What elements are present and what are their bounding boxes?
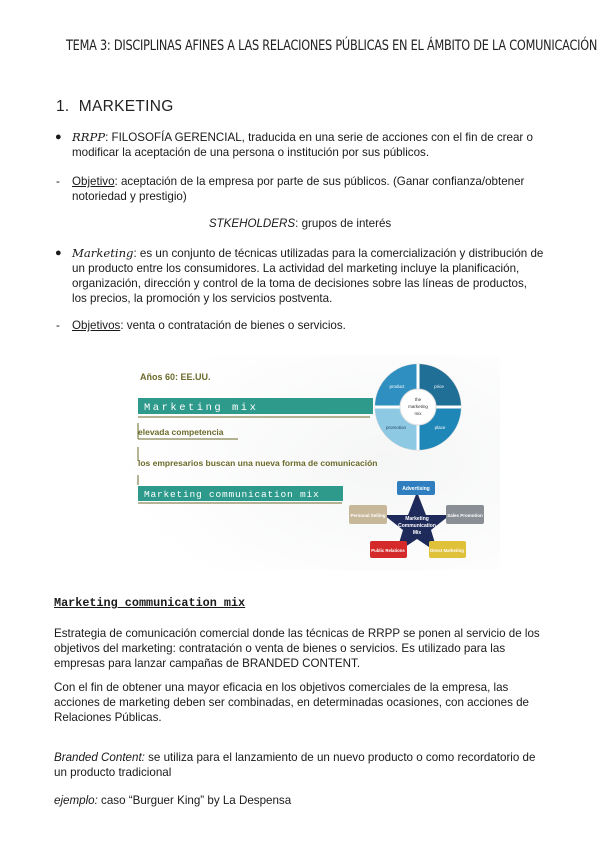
direct-marketing-label: Direct Marketing [430, 548, 464, 553]
marketing-line2: un producto entre los consumidores. La actividad del marketing incluye la planificación, [72, 262, 520, 275]
wheel-center-2: marketing [408, 404, 428, 409]
bullet-icon: ● [55, 247, 62, 259]
rrpp-text: : FILOSOFÍA GERENCIAL, traducida en una serie de acciones con el fin de crear o [105, 131, 533, 144]
objetivos2-text: : venta o contratación de bienes o servicios. [120, 319, 346, 332]
marketing-line4: los precios, la promoción y los servicios postventa. [72, 292, 333, 305]
sales-promotion-label: Sales Promotion [447, 513, 483, 518]
mcm-label: Marketing communication mix [144, 489, 320, 500]
stakeholders-text: : grupos de interés [295, 217, 392, 230]
mcm-heading: Marketing communication mix [54, 596, 246, 610]
marketing-line1 [72, 246, 543, 261]
stakeholders-term: STKEHOLDERS [208, 217, 296, 230]
page-title: TEMA 3: DISCIPLINAS AFINES A LAS RELACIONES PÚBLICAS EN EL ÁMBITO DE LA COMUNICACIÓN [66, 38, 598, 54]
objetivo1-label: Objetivo [72, 175, 115, 188]
public-relations-label: Public Relations [371, 548, 405, 553]
mcm-p1-line1: Estrategia de comunicación comercial donde las técnicas de RRPP se ponen al servicio de los [54, 627, 540, 640]
dash-marker: - [56, 175, 60, 188]
mcm-p2-line1: Con el fin de obtener una mayor eficacia en los objetivos comerciales de la empresa, las [54, 681, 509, 694]
marketing-line3: organización, dirección y control de la toma de decisiones sobre las líneas de productos, [72, 277, 527, 290]
objetivos2-label: Objetivos [72, 319, 121, 332]
star-center-2: Communication [398, 523, 436, 529]
section-title: MARKETING [78, 98, 174, 115]
star-center-1: Marketing [405, 516, 429, 522]
marketing-term: Marketing [72, 246, 134, 260]
branded-line1 [54, 750, 535, 765]
empresarios-label: los empresarios buscan una nueva forma de comunicación [138, 458, 378, 468]
section-number: 1. [56, 98, 70, 115]
rrpp-term: RRPP [72, 130, 106, 144]
ejemplo-text: caso “Burguer King” by La Despensa [97, 794, 292, 807]
wheel-price: price [434, 384, 444, 389]
bullet-icon: ● [55, 131, 62, 143]
branded-line2: un producto tradicional [54, 766, 172, 779]
years-label: Años 60: EE.UU. [140, 372, 211, 382]
mcm-p1-line2: objetivos del marketing: contratación o venta de bienes o servicios. Es utilizado para las [54, 642, 506, 655]
dash-marker: - [56, 319, 60, 332]
ejemplo-term: ejemplo: [54, 794, 98, 807]
objetivo1-text: : aceptación de la empresa por parte de sus públicos. (Ganar confianza/obtener [114, 175, 525, 188]
ejemplo-line [54, 793, 291, 808]
objetivos2-line [72, 318, 346, 333]
branded-text: se utiliza para el lanzamiento de un nuevo producto o como recordatorio de [144, 751, 536, 764]
marketing-mix-label: Marketing mix [144, 402, 259, 414]
marketing-mix-wheel [375, 364, 461, 450]
star-center-3: Mix [412, 530, 422, 536]
mcm-p2-line3: Relaciones Públicas. [54, 711, 162, 724]
stakeholders-line [0, 216, 600, 231]
personal-selling-label: Personal Selling [350, 513, 386, 518]
wheel-promotion: promotion [385, 425, 407, 430]
wheel-product: product [389, 384, 405, 389]
mcm-p2-line2: acciones de marketing deben ser combinadas, en determinadas ocasiones, con acciones de [54, 696, 529, 709]
marketing-text: : es un conjunto de técnicas utilizadas para la comercialización y distribución de [133, 247, 544, 260]
advertising-label: Advertising [402, 486, 430, 492]
elevada-label: elevada competencia [138, 427, 224, 437]
mcm-p1-line3: empresas para lanzar campañas de BRANDED CONTENT. [54, 657, 361, 670]
rrpp-line1 [72, 130, 533, 145]
wheel-center-3: mix [414, 411, 422, 416]
branded-term: Branded Content: [54, 751, 145, 764]
objetivo1-line2: notoriedad y prestigio) [72, 190, 187, 203]
wheel-place: place [434, 425, 446, 430]
section-heading [56, 98, 174, 116]
objetivo1-line1 [72, 174, 524, 189]
wheel-center-1: the [414, 397, 422, 402]
rrpp-line2: modificar la aceptación de una persona o institución por sus públicos. [72, 146, 430, 159]
marketing-mix-figure [120, 355, 500, 570]
